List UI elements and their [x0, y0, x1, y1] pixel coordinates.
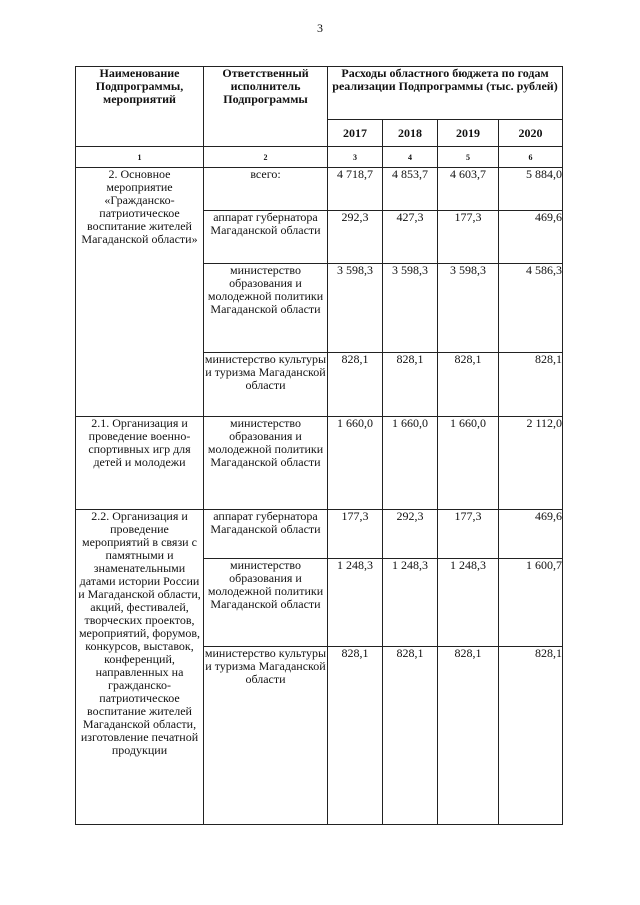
value-cell: 469,6: [499, 510, 563, 559]
value-cell: 3 598,3: [438, 264, 499, 353]
value-cell: 177,3: [438, 211, 499, 264]
value-cell: 5 884,0: [499, 168, 563, 211]
value-cell: 292,3: [383, 510, 438, 559]
executor-cell: аппарат губернатора Магаданской области: [204, 510, 328, 559]
table-row: [76, 168, 563, 211]
event-name: 2.1. Организация и проведение военно-спортивных игр для детей и молодежи: [76, 417, 204, 510]
value-cell: 1 248,3: [383, 559, 438, 647]
table-row: [76, 510, 563, 559]
value-cell: 1 660,0: [438, 417, 499, 510]
value-cell: 828,1: [328, 353, 383, 417]
header-expenses: Расходы областного бюджета по годам реализации Подпрограммы (тыс. рублей): [328, 67, 563, 120]
value-cell: 828,1: [499, 353, 563, 417]
table-row: [76, 417, 563, 510]
header-executor: Ответственный исполнитель Подпрограммы: [204, 67, 328, 147]
page-number: 3: [317, 21, 323, 35]
value-cell: 1 600,7: [499, 559, 563, 647]
executor-cell: всего:: [204, 168, 328, 211]
value-cell: 4 718,7: [328, 168, 383, 211]
value-cell: 828,1: [438, 353, 499, 417]
value-cell: 427,3: [383, 211, 438, 264]
table-header: [76, 67, 563, 168]
value-cell: 828,1: [328, 647, 383, 825]
header-year: 2017: [328, 120, 383, 147]
table-body: [76, 168, 563, 825]
value-cell: 1 248,3: [328, 559, 383, 647]
column-numbers-row: [76, 147, 563, 168]
column-number: 1: [76, 147, 204, 168]
value-cell: 1 660,0: [383, 417, 438, 510]
column-number: 2: [204, 147, 328, 168]
value-cell: 4 603,7: [438, 168, 499, 211]
value-cell: 828,1: [438, 647, 499, 825]
column-number: 6: [499, 147, 563, 168]
executor-cell: министерство культуры и туризма Магаданской области: [204, 647, 328, 825]
value-cell: 292,3: [328, 211, 383, 264]
header-year: 2018: [383, 120, 438, 147]
value-cell: 2 112,0: [499, 417, 563, 510]
event-name: 2.2. Организация и проведение мероприятий в связи с памятными и знаменательными датами истории России и Магаданской области, акций, фестивалей, творческих проектов, мероприятий, форумов, конкурсов, выставок, конференций, направленных на гражданско-патриотическое воспитание жителей Магаданской области, изготовление печатной продукции: [76, 510, 204, 825]
value-cell: 1 248,3: [438, 559, 499, 647]
value-cell: 828,1: [499, 647, 563, 825]
header-name: Наименование Подпрограммы, мероприятий: [76, 67, 204, 147]
value-cell: 177,3: [438, 510, 499, 559]
budget-table: [75, 66, 563, 825]
value-cell: 3 598,3: [383, 264, 438, 353]
value-cell: 3 598,3: [328, 264, 383, 353]
value-cell: 4 586,3: [499, 264, 563, 353]
value-cell: 828,1: [383, 647, 438, 825]
value-cell: 4 853,7: [383, 168, 438, 211]
executor-cell: министерство образования и молодежной политики Магаданской области: [204, 264, 328, 353]
executor-cell: министерство образования и молодежной политики Магаданской области: [204, 559, 328, 647]
value-cell: 177,3: [328, 510, 383, 559]
executor-cell: министерство культуры и туризма Магаданской области: [204, 353, 328, 417]
value-cell: 469,6: [499, 211, 563, 264]
value-cell: 828,1: [383, 353, 438, 417]
header-year: 2020: [499, 120, 563, 147]
column-number: 3: [328, 147, 383, 168]
event-name: 2. Основное мероприятие «Гражданско-патриотическое воспитание жителей Магаданской области»: [76, 168, 204, 417]
executor-cell: министерство образования и молодежной политики Магаданской области: [204, 417, 328, 510]
header-year: 2019: [438, 120, 499, 147]
column-number: 5: [438, 147, 499, 168]
value-cell: 1 660,0: [328, 417, 383, 510]
executor-cell: аппарат губернатора Магаданской области: [204, 211, 328, 264]
column-number: 4: [383, 147, 438, 168]
